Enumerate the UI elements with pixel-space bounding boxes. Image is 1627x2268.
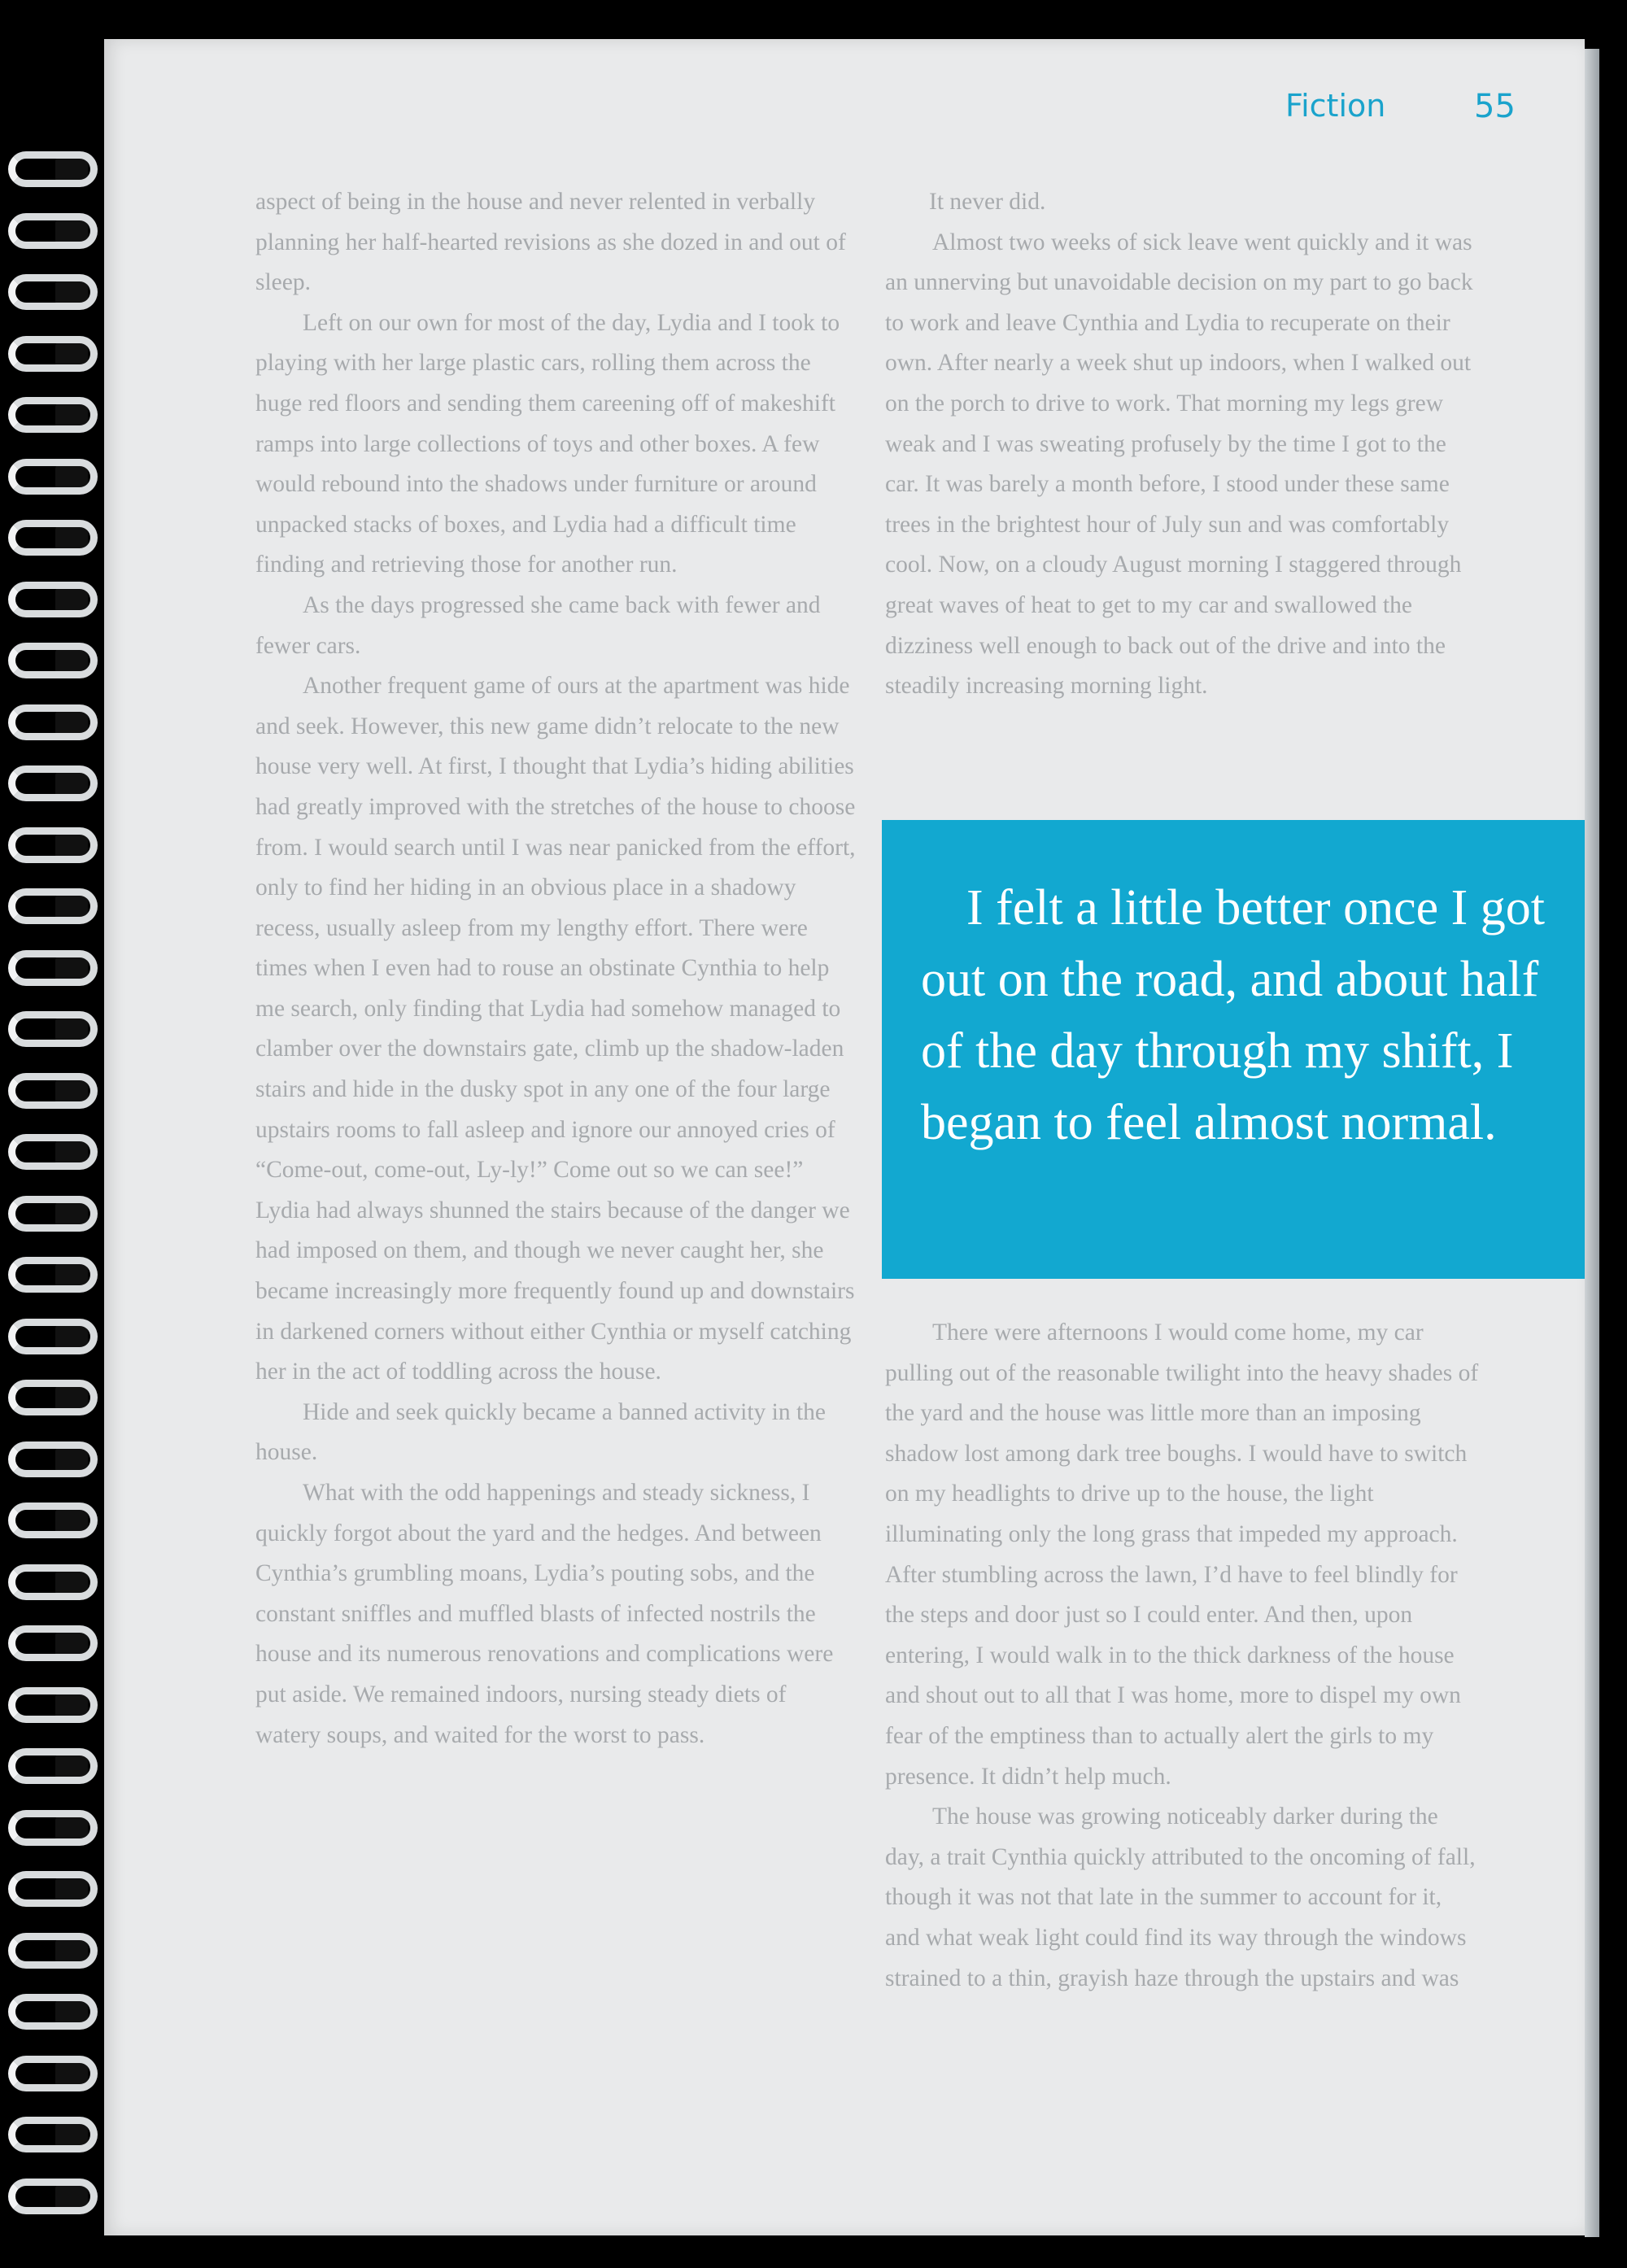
coil-ring	[8, 459, 98, 495]
spiral-coil	[8, 700, 104, 747]
coil-ring	[8, 1564, 98, 1600]
spiral-coil	[8, 1068, 104, 1115]
paragraph: What with the odd happenings and steady sickness, I quickly forgot about the yard and the hedges. And between Cynthia’s grumbling moans, Lydia’s pouting sobs, and the constant sniffles and muffled blasts of infected nostrils the house and its numerous renovations and complications were put aside. We remained indoors, nursing steady diets of watery soups, and waited for the worst to pass.	[255, 1480, 834, 1748]
paragraph: Another frequent game of ours at the apartment was hide and seek. However, this new game didn’t relocate to the new house very well. At first, I thought that Lydia’s hiding abilities had greatly improved with the stretches of the house to choose from. I would search until I was near panicked from the effort, only to find her hiding in an obvious place in a shadowy recess, usually asleep from my lengthy effort. There were times when I even had to rouse an obstinate Cynthia to help me search, only finding that Lydia had somehow managed to clamber over the downstairs gate, climb up the shadow-laden stairs and hide in the dusky spot in any one of the four large upstairs rooms to fall asleep and ignore our annoyed cries of “Come-out, come-out, Ly-ly!” Come out so we can see!” Lydia had always shunned the stairs because of the danger we had imposed on them, and though we never caught her, she became increasingly more frequently found up and downstairs in darkened corners without either Cynthia or myself catching her in the act of toddling across the house.	[255, 673, 856, 1385]
spiral-coil	[8, 761, 104, 808]
coil-ring	[8, 950, 98, 986]
spiral-coil	[8, 822, 104, 870]
spiral-coil	[8, 577, 104, 624]
spiral-coil	[8, 1805, 104, 1852]
coil-ring	[8, 1134, 98, 1170]
coil-ring	[8, 1503, 98, 1538]
spiral-coil	[8, 1620, 104, 1668]
spiral-coil	[8, 1375, 104, 1422]
pull-quote-box	[882, 820, 1585, 1279]
coil-ring	[8, 274, 98, 310]
pull-quote-text: I felt a little better once I got out on the road, and about half of the day through my shift, I began to feel almost normal.	[921, 880, 1545, 1150]
spiral-coil	[8, 269, 104, 316]
spiral-coil	[8, 2051, 104, 2098]
right-column-top	[885, 189, 1479, 707]
coil-ring	[8, 1871, 98, 1907]
coil-ring	[8, 1748, 98, 1784]
coil-ring	[8, 336, 98, 372]
coil-ring	[8, 213, 98, 249]
spiral-coil	[8, 515, 104, 562]
spiral-coil	[8, 208, 104, 255]
spiral-coil	[8, 1866, 104, 1913]
coil-ring	[8, 643, 98, 678]
coil-ring	[8, 2179, 98, 2214]
coil-ring	[8, 1011, 98, 1047]
paragraph: Left on our own for most of the day, Lydia and I took to playing with her large plastic cars, rolling them across the huge red floors and sending them careening off of makeshift ramps into large collections of toys and other boxes. A few would rebound into the shadows under furniture or around unpacked stacks of boxes, and Lydia had a difficult time finding and retrieving those for another run.	[255, 309, 840, 578]
coil-ring	[8, 1319, 98, 1354]
left-column	[255, 182, 857, 1756]
spiral-coil	[8, 1129, 104, 1176]
spiral-coil	[8, 1437, 104, 1484]
coil-ring	[8, 1196, 98, 1232]
spiral-coil	[8, 1989, 104, 2036]
spiral-coil	[8, 1743, 104, 1790]
paragraph: The house was growing noticeably darker during the day, a trait Cynthia quickly attributed to the oncoming of fall, though it was not that late in the summer to account for it, and what weak light could find its way through the windows strained to a thin, grayish haze through the upstairs and was	[885, 1803, 1476, 1991]
spiral-coil	[8, 1498, 104, 1545]
coil-ring	[8, 1933, 98, 1969]
coil-ring	[8, 2056, 98, 2091]
spiral-coil	[8, 1928, 104, 1975]
coil-ring	[8, 1073, 98, 1109]
coil-ring	[8, 2117, 98, 2152]
coil-ring	[8, 765, 98, 801]
coil-ring	[8, 151, 98, 187]
coil-ring	[8, 888, 98, 924]
coil-ring	[8, 582, 98, 617]
coil-ring	[8, 1441, 98, 1477]
spiral-coil	[8, 945, 104, 992]
spiral-coil	[8, 331, 104, 378]
paragraph: aspect of being in the house and never relented in verbally planning her half-hearted revisions as she dozed in and out of sleep.	[255, 189, 846, 296]
section-title: Fiction	[1285, 88, 1386, 124]
coil-ring	[8, 1994, 98, 2030]
coil-ring	[8, 1257, 98, 1293]
paragraph: It never did.	[929, 189, 1046, 215]
right-column-bottom	[885, 1313, 1479, 1999]
spiral-coil	[8, 1314, 104, 1361]
coil-ring	[8, 520, 98, 556]
spiral-coil	[8, 1252, 104, 1299]
coil-ring	[8, 1380, 98, 1415]
spiral-coil	[8, 392, 104, 439]
spiral-coil	[8, 1682, 104, 1729]
coil-ring	[8, 1687, 98, 1723]
page-edge	[1585, 49, 1599, 2237]
spiral-coil	[8, 1006, 104, 1053]
coil-ring	[8, 1625, 98, 1661]
running-header	[1285, 88, 1529, 137]
coil-ring	[8, 704, 98, 740]
paragraph: There were afternoons I would come home, my car pulling out of the reasonable twilight into the heavy shades of the yard and the house was little more than an imposing shadow lost among dark tree boughs. I would have to switch on my headlights to drive up to the house, the light illuminating only the long grass that impeded my approach. After stumbling across the lawn, I’d have to feel blindly for the steps and door just so I could enter. And then, upon entering, I would walk in to the thick darkness of the house and shout out to all that I was home, more to dispel my own fear of the emptiness than to actually alert the girls to my presence. It didn’t help much.	[885, 1319, 1479, 1790]
spiral-coil	[8, 883, 104, 931]
spiral-coil	[8, 1191, 104, 1238]
paragraph: As the days progressed she came back with fewer and fewer cars.	[255, 591, 821, 659]
spiral-coil	[8, 2174, 104, 2221]
page-number: 55	[1474, 88, 1516, 125]
spiral-coil	[8, 638, 104, 685]
paragraph: Almost two weeks of sick leave went quickly and it was an unnerving but unavoidable decision on my part to go back to work and leave Cynthia and Lydia to recuperate on their own. After nearly a week shut up indoors, when I walked out on the porch to drive to work. That morning my legs grew weak and I was sweating profusely by the time I got to the car. It was barely a month before, I stood under these same trees in the brightest hour of July sun and was comfortably cool. Now, on a cloudy August morning I staggered through great waves of heat to get to my car and swallowed the dizziness well enough to back out of the drive and into the steadily increasing morning light.	[885, 229, 1473, 700]
paragraph: Hide and seek quickly became a banned activity in the house.	[255, 1398, 827, 1466]
spiral-coil	[8, 1559, 104, 1607]
spiral-coil	[8, 2112, 104, 2159]
coil-ring	[8, 1810, 98, 1846]
spiral-coil	[8, 454, 104, 501]
coil-ring	[8, 397, 98, 433]
spiral-coil	[8, 146, 104, 194]
coil-ring	[8, 827, 98, 863]
spiral-binding	[0, 0, 114, 2268]
